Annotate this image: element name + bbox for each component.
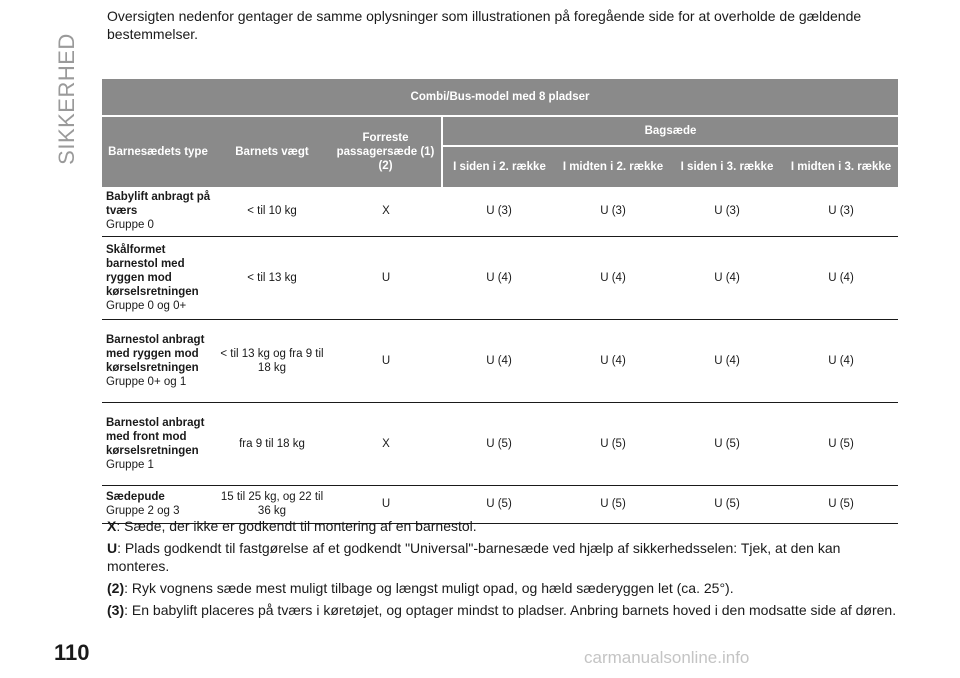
seat-type-name: Barnestol anbragt med ryggen mod kørselsretningen xyxy=(106,333,205,374)
seat-type-name: Sædepude xyxy=(106,491,165,503)
child-seat-table xyxy=(102,79,898,524)
weight-cell: < til 13 kg xyxy=(214,236,330,319)
rear-cell: U (5) xyxy=(442,402,556,485)
header-seat-type: Barnesædets type xyxy=(102,116,214,187)
rear-cell: U (3) xyxy=(556,187,670,236)
table-row xyxy=(102,402,898,485)
rear-cell: U (3) xyxy=(670,187,784,236)
legend-item: X: Sæde, der ikke er godkendt til montering af en barnestol. xyxy=(107,518,477,534)
seat-type-cell xyxy=(102,236,214,319)
seat-type-name: Babylift anbragt på tværs xyxy=(106,191,211,218)
legend-item: (3): En babylift placeres på tværs i køretøjet, og optager mindst to pladser. Anbring barnets hoved i den modsatte side af døren. xyxy=(107,602,897,618)
page-number: 110 xyxy=(54,640,90,665)
section-label: SIKKERHED xyxy=(54,33,79,165)
legend xyxy=(107,517,897,623)
table-row xyxy=(102,236,898,319)
rear-cell: U (3) xyxy=(784,187,898,236)
front-seat-cell: U xyxy=(330,236,442,319)
rear-cell: U (5) xyxy=(556,485,670,523)
rear-cell: U (4) xyxy=(442,319,556,402)
rear-cell: U (3) xyxy=(442,187,556,236)
intro-text: Oversigten nedenfor gentager de samme oplysninger som illustrationen på foregående side for at overholde de gældende bestemmelser. xyxy=(107,8,862,42)
table-row xyxy=(102,319,898,402)
header-rear-middle-row2: I midten i 2. række xyxy=(556,146,670,187)
header-front-seat: Forreste passagersæde (1) (2) xyxy=(330,116,442,187)
header-rear-side-row2: I siden i 2. række xyxy=(442,146,556,187)
rear-cell: U (5) xyxy=(556,402,670,485)
table-row xyxy=(102,187,898,236)
header-rear-seat: Bagsæde xyxy=(442,116,898,146)
seat-type-name: Skålformet barnestol med ryggen mod kørselsretningen xyxy=(106,243,199,298)
weight-cell: < til 10 kg xyxy=(214,187,330,236)
rear-cell: U (5) xyxy=(442,485,556,523)
front-seat-cell: U xyxy=(330,485,442,523)
rear-cell: U (4) xyxy=(670,236,784,319)
rear-cell: U (4) xyxy=(670,319,784,402)
header-rear-side-row3: I siden i 3. række xyxy=(670,146,784,187)
table-title: Combi/Bus-model med 8 pladser xyxy=(102,79,898,116)
seat-type-group: Gruppe 0 xyxy=(106,219,154,232)
seat-type-group: Gruppe 0+ og 1 xyxy=(106,375,187,388)
rear-cell: U (4) xyxy=(784,236,898,319)
weight-cell: fra 9 til 18 kg xyxy=(214,402,330,485)
rear-cell: U (5) xyxy=(784,402,898,485)
rear-cell: U (4) xyxy=(784,319,898,402)
seat-type-name: Barnestol anbragt med front mod kørselsretningen xyxy=(106,416,205,457)
front-seat-cell: U xyxy=(330,319,442,402)
front-seat-cell: X xyxy=(330,187,442,236)
seat-type-group: Gruppe 2 og 3 xyxy=(106,505,180,517)
rear-cell: U (4) xyxy=(442,236,556,319)
front-seat-cell: X xyxy=(330,402,442,485)
weight-cell: 15 til 25 kg, og 22 til 36 kg xyxy=(214,485,330,523)
seat-type-group: Gruppe 0 og 0+ xyxy=(106,299,187,312)
legend-item: U: Plads godkendt til fastgørelse af et godkendt "Universal"-barnesæde ved hjælp af sikkerhedsselen: Tjek, at den kan monteres. xyxy=(107,540,841,574)
rear-cell: U (4) xyxy=(556,236,670,319)
header-weight: Barnets vægt xyxy=(214,116,330,187)
rear-cell: U (5) xyxy=(784,485,898,523)
rear-cell: U (5) xyxy=(670,485,784,523)
rear-cell: U (5) xyxy=(670,402,784,485)
seat-type-group: Gruppe 1 xyxy=(106,458,154,471)
weight-cell: < til 13 kg og fra 9 til 18 kg xyxy=(214,319,330,402)
header-rear-middle-row3: I midten i 3. række xyxy=(784,146,898,187)
rear-cell: U (4) xyxy=(556,319,670,402)
seat-type-cell xyxy=(102,187,214,236)
seat-type-cell xyxy=(102,402,214,485)
watermark: carmanualsonline.info xyxy=(584,648,750,667)
seat-type-cell xyxy=(102,319,214,402)
legend-item: (2): Ryk vognens sæde mest muligt tilbage og længst muligt opad, og hæld sæderyggen let (ca. 25°). xyxy=(107,580,734,596)
